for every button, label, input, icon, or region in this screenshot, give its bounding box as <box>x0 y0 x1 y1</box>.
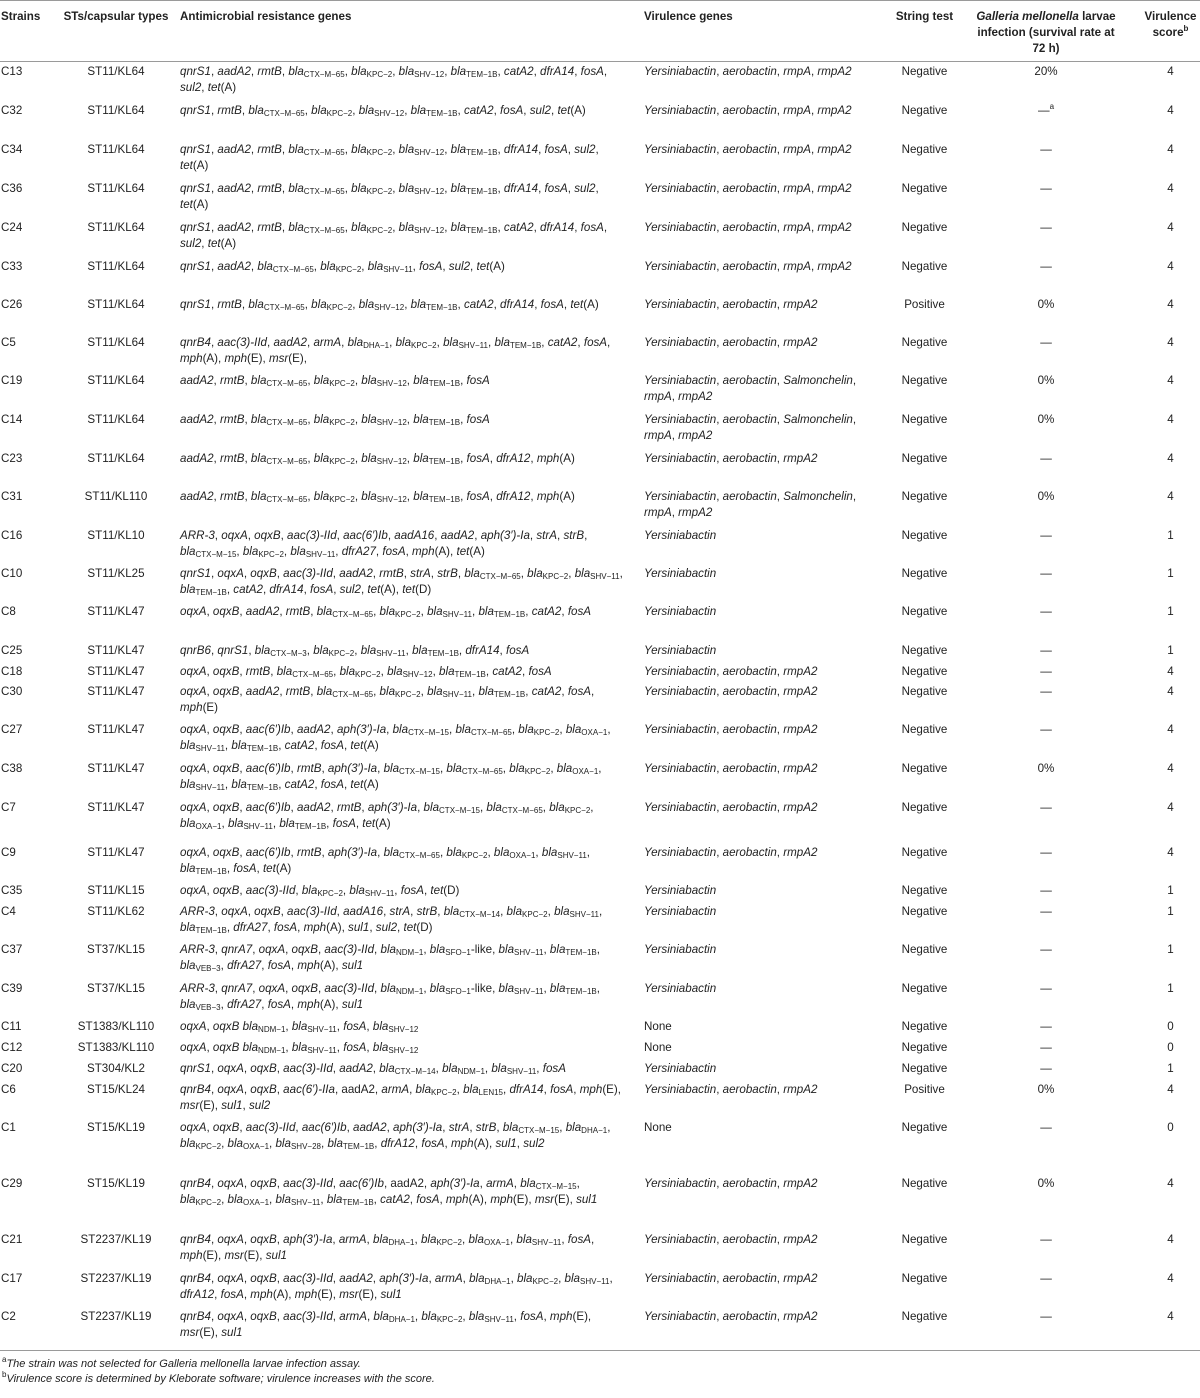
cell-amr-genes: ARR-3, qnrA7, oqxA, oqxB, aac(3)-IId, bla$_{NDM-1}$, bla$_{SFO-1}$-like, bla$_{SHV-11}$, bla$_{TEM-1B}$, bla$_{VEB-3}$, dfrA27, fosA, mph(A), sul1 <box>180 942 600 973</box>
table-row <box>0 641 1200 662</box>
cell-galleria-survival: — <box>1040 845 1052 859</box>
cell-strain: C37 <box>1 942 23 956</box>
cell-virulence-score: 4 <box>1167 664 1174 678</box>
cell-string-test: Negative <box>901 1120 948 1134</box>
cell-galleria-survival: — <box>1040 981 1052 995</box>
cell-virulence-genes: Yersiniabactin, aerobactin, rmpA2 <box>644 297 818 311</box>
footnotes <box>0 1357 1200 1387</box>
cell-strain: C26 <box>1 297 23 311</box>
cell-string-test: Negative <box>901 373 948 387</box>
cell-st-capsular-type: ST11/KL10 <box>87 528 145 542</box>
cell-strain: C34 <box>1 142 23 156</box>
table-row <box>0 1269 1200 1307</box>
cell-strain: C19 <box>1 373 23 387</box>
cell-virulence-genes: Yersiniabactin, aerobactin, rmpA, rmpA2 <box>644 65 852 78</box>
cell-st-capsular-type: ST11/KL64 <box>87 373 145 387</box>
table-row <box>0 1307 1200 1351</box>
table-row <box>0 333 1200 371</box>
cell-strain: C30 <box>1 684 23 698</box>
cell-string-test: Negative <box>901 1271 948 1285</box>
cell-string-test: Negative <box>901 259 948 273</box>
cell-galleria-survival: — <box>1040 451 1052 465</box>
cell-amr-genes: ARR-3, oqxA, oqxB, aac(3)-IId, aadA16, strA, strB, bla$_{CTX-M-14}$, bla$_{KPC-2}$, bla$_{SHV-11}$, bla$_{TEM-1B}$, dfrA27, fosA, mph(A), sul1, sul2, tet(D) <box>180 904 603 935</box>
cell-galleria-survival: — <box>1040 800 1052 814</box>
cell-galleria-survival: — <box>1040 528 1052 542</box>
header-score-footnote-mark: b <box>1183 24 1189 33</box>
cell-virulence-genes: Yersiniabactin, aerobactin, rmpA, rmpA2 <box>644 259 852 273</box>
cell-galleria-survival: — <box>1040 942 1052 956</box>
cell-amr-genes: oqxA, oqxB, aadA2, rmtB, bla$_{CTX-M-65}$, bla$_{KPC-2}$, bla$_{SHV-11}$, bla$_{TEM-1B}$, catA2, fosA, mph(E) <box>180 684 595 714</box>
table-row <box>0 682 1200 720</box>
table-row <box>0 487 1200 526</box>
cell-string-test: Negative <box>901 904 948 918</box>
cell-st-capsular-type: ST11/KL64 <box>87 103 145 117</box>
cell-virulence-genes: Yersiniabactin, aerobactin, rmpA, rmpA2 <box>644 220 852 234</box>
cell-string-test: Negative <box>901 142 948 156</box>
cell-string-test: Negative <box>901 643 948 657</box>
cell-st-capsular-type: ST11/KL47 <box>87 800 145 814</box>
cell-string-test: Negative <box>901 1176 948 1190</box>
cell-strain: C2 <box>0 1307 60 1351</box>
cell-strain: C33 <box>1 259 23 273</box>
cell-st-capsular-type: ST11/KL25 <box>87 566 145 580</box>
cell-amr-genes: qnrS1, aadA2, rmtB, bla$_{CTX-M-65}$, bla$_{KPC-2}$, bla$_{SHV-12}$, bla$_{TEM-1B}$, catA2, dfrA14, fosA, sul2, tet(A) <box>180 220 608 250</box>
cell-strain: C21 <box>1 1232 23 1246</box>
cell-amr-genes: oqxA, oqxB, aac(6′)Ib, rmtB, aph(3′)-Ia, bla$_{CTX-M-15}$, bla$_{CTX-M-65}$, bla$_{KPC-2}$, bla$_{OXA-1}$, bla$_{SHV-11}$, bla$_{TEM-1B}$, catA2, fosA, tet(A) <box>180 761 602 792</box>
cell-galleria-survival: — <box>1040 1019 1052 1033</box>
cell-strain: C27 <box>1 722 23 736</box>
cell-st-capsular-type: ST304/KL2 <box>86 1061 145 1075</box>
cell-amr-genes: aadA2, rmtB, bla$_{CTX-M-65}$, bla$_{KPC-2}$, bla$_{SHV-12}$, bla$_{TEM-1B}$, fosA <box>180 373 490 388</box>
cell-virulence-score: 4 <box>1167 451 1174 465</box>
cell-galleria-survival: — <box>1040 335 1052 349</box>
cell-strain: C25 <box>1 643 23 657</box>
cell-amr-genes: oqxA, oqxB, aac(6′)Ib, rmtB, aph(3′)-Ia, bla$_{CTX-M-65}$, bla$_{KPC-2}$, bla$_{OXA-1}$, bla$_{SHV-11}$, bla$_{TEM-1B}$, fosA, tet(A) <box>180 845 591 876</box>
cell-amr-genes: qnrS1, oqxA, oqxB, aac(3)-IId, aadA2, rmtB, strA, strB, bla$_{CTX-M-65}$, bla$_{KPC-2}$, bla$_{SHV-11}$, bla$_{TEM-1B}$, catA2, dfrA14, fosA, sul2, tet(A), tet(D) <box>180 566 623 597</box>
cell-strain: C20 <box>1 1061 23 1075</box>
cell-string-test: Negative <box>901 800 948 814</box>
cell-st-capsular-type: ST11/KL47 <box>87 761 145 775</box>
cell-virulence-genes: Yersiniabactin, aerobactin, Salmonchelin, rmpA, rmpA2 <box>644 412 857 442</box>
footnote-mark: b <box>2 1370 7 1379</box>
cell-amr-genes: oqxA, oqxB, aac(6′)Ib, aadA2, rmtB, aph(3′)-Ia, bla$_{CTX-M-15}$, bla$_{CTX-M-65}$, bla$_{KPC-2}$, bla$_{OXA-1}$, bla$_{SHV-11}$, bla$_{TEM-1B}$, fosA, tet(A) <box>180 800 594 831</box>
cell-string-test: Positive <box>904 1082 945 1096</box>
cell-amr-genes: qnrB4, oqxA, oqxB, aac(6′)-IIa, aadA2, armA, bla$_{KPC-2}$, bla$_{LEN15}$, dfrA14, fosA, mph(E), msr(E), sul1, sul2 <box>180 1082 621 1112</box>
cell-st-capsular-type: ST1383/KL110 <box>77 1040 155 1054</box>
cell-virulence-score: 4 <box>1121 1307 1200 1351</box>
cell-string-test: Negative <box>901 761 948 775</box>
cell-string-test: Negative <box>901 489 948 503</box>
cell-amr-genes: oqxA, oqxB, rmtB, bla$_{CTX-M-65}$, bla$_{KPC-2}$, bla$_{SHV-12}$, bla$_{TEM-1B}$, catA2, fosA <box>180 664 552 679</box>
cell-amr-genes: oqxA, oqxB bla$_{NDM-1}$, bla$_{SHV-11}$, fosA, bla$_{SHV-12}$ <box>180 1040 419 1055</box>
cell-string-test: Negative <box>901 412 948 426</box>
table-row <box>0 410 1200 449</box>
cell-st-capsular-type: ST2237/KL19 <box>80 1271 152 1285</box>
cell-virulence-genes: Yersiniabactin, aerobactin, Salmonchelin, rmpA, rmpA2 <box>644 489 857 519</box>
cell-virulence-score: 1 <box>1167 904 1174 918</box>
cell-galleria-survival: — <box>1040 643 1052 657</box>
cell-virulence-score: 4 <box>1167 373 1174 387</box>
cell-amr-genes: qnrB4, oqxA, oqxB, aac(3)-IId, armA, bla$_{DHA-1}$, bla$_{KPC-2}$, bla$_{SHV-11}$, fosA, mph(E), msr(E), sul1 <box>172 1307 640 1351</box>
cell-virulence-score: 4 <box>1167 761 1174 775</box>
table-row <box>0 798 1200 843</box>
table-row <box>0 62 1200 101</box>
header-strains: Strains <box>0 1 60 62</box>
cell-virulence-genes: Yersiniabactin <box>644 604 717 618</box>
footnote-text: Virulence score is determined by Kleborate software; virulence increases with the score. <box>6 1373 435 1385</box>
cell-virulence-genes: Yersiniabactin, aerobactin, rmpA2 <box>644 800 818 814</box>
table-row <box>0 720 1200 759</box>
cell-st-capsular-type: ST11/KL64 <box>87 451 145 465</box>
cell-strain: C31 <box>1 489 23 503</box>
cell-strain: C1 <box>1 1120 16 1134</box>
cell-strain: C4 <box>1 904 16 918</box>
cell-strain: C18 <box>1 664 23 678</box>
cell-galleria-survival: — <box>1040 1271 1052 1285</box>
cell-virulence-score: 4 <box>1167 65 1174 78</box>
cell-string-test: Negative <box>901 335 948 349</box>
table-row <box>0 564 1200 602</box>
cell-galleria-survival: — <box>1040 220 1052 234</box>
cell-virulence-genes: Yersiniabactin, aerobactin, rmpA2 <box>644 1232 818 1246</box>
cell-galleria-survival: 0% <box>1037 1176 1055 1190</box>
table-row <box>0 257 1200 295</box>
table-row <box>0 843 1200 881</box>
cell-st-capsular-type: ST11/KL62 <box>87 904 145 918</box>
cell-strain: C16 <box>1 528 23 542</box>
table-row <box>0 179 1200 218</box>
cell-string-test: Negative <box>901 845 948 859</box>
cell-virulence-score: 1 <box>1167 604 1174 618</box>
cell-amr-genes: aadA2, rmtB, bla$_{CTX-M-65}$, bla$_{KPC-2}$, bla$_{SHV-12}$, bla$_{TEM-1B}$, fosA, dfrA12, mph(A) <box>180 489 575 504</box>
cell-strain: C17 <box>1 1271 23 1285</box>
cell-string-test: Positive <box>904 297 945 311</box>
cell-galleria-survival: — <box>1040 142 1052 156</box>
cell-st-capsular-type: ST11/KL47 <box>87 845 145 859</box>
table-row <box>0 218 1200 257</box>
cell-string-test: Negative <box>901 220 948 234</box>
cell-st-capsular-type: ST11/KL64 <box>87 259 145 273</box>
cell-string-test: Negative <box>901 722 948 736</box>
header-amr: Antimicrobial resistance genes <box>172 1 640 62</box>
header-row <box>0 1 1200 62</box>
cell-st-capsular-type: ST37/KL15 <box>86 942 145 956</box>
cell-amr-genes: oqxA, oqxB, aac(6′)Ib, aadA2, aph(3′)-Ia, bla$_{CTX-M-15}$, bla$_{CTX-M-65}$, bla$_{KPC-2}$, bla$_{OXA-1}$, bla$_{SHV-11}$, bla$_{TEM-1B}$, catA2, fosA, tet(A) <box>180 722 611 753</box>
cell-galleria-survival: — <box>1040 684 1052 698</box>
table-row <box>0 1080 1200 1118</box>
cell-strain: C39 <box>1 981 23 995</box>
cell-virulence-score: 1 <box>1167 566 1174 580</box>
cell-virulence-score: 4 <box>1167 722 1174 736</box>
cell-st-capsular-type: ST11/KL64 <box>87 181 145 195</box>
cell-galleria-survival: — <box>1040 1232 1052 1246</box>
cell-st-capsular-type: ST11/KL64 <box>87 297 145 311</box>
cell-galleria-survival: 0% <box>1037 489 1055 503</box>
cell-amr-genes: aadA2, rmtB, bla$_{CTX-M-65}$, bla$_{KPC-2}$, bla$_{SHV-12}$, bla$_{TEM-1B}$, fosA <box>180 412 490 427</box>
footnote-a <box>0 1357 1200 1372</box>
cell-virulence-score: 4 <box>1167 800 1174 814</box>
cell-strain: C13 <box>1 65 23 78</box>
cell-amr-genes: qnrS1, aadA2, rmtB, bla$_{CTX-M-65}$, bla$_{KPC-2}$, bla$_{SHV-12}$, bla$_{TEM-1B}$, dfrA14, fosA, sul2, tet(A) <box>180 142 599 172</box>
table-row <box>0 449 1200 487</box>
cell-string-test: Negative <box>901 883 948 897</box>
cell-st-capsular-type: ST11/KL47 <box>87 604 145 618</box>
cell-virulence-genes: Yersiniabactin, aerobactin, rmpA2 <box>644 1271 818 1285</box>
footnote-text: The strain was not selected for Galleria mellonella larvae infection assay. <box>6 1358 361 1370</box>
table-row <box>0 662 1200 682</box>
cell-virulence-score: 1 <box>1167 528 1174 542</box>
header-galleria <box>971 1 1121 62</box>
cell-string-test: Negative <box>901 528 948 542</box>
cell-virulence-score: 0 <box>1167 1019 1174 1033</box>
cell-amr-genes: qnrB4, aac(3)-IId, aadA2, armA, bla$_{DHA-1}$, bla$_{KPC-2}$, bla$_{SHV-11}$, bla$_{TEM-1B}$, catA2, fosA, mph(A), mph(E), msr(E), <box>180 335 611 365</box>
cell-strain: C32 <box>1 103 23 117</box>
cell-string-test: Negative <box>901 1061 948 1075</box>
cell-string-test: Negative <box>901 181 948 195</box>
cell-string-test: Negative <box>901 1019 948 1033</box>
cell-virulence-score: 4 <box>1167 103 1174 117</box>
cell-galleria-survival: — <box>971 1307 1121 1351</box>
cell-st-capsular-type: ST11/KL47 <box>87 684 145 698</box>
cell-galleria-survival: 0% <box>1037 761 1055 775</box>
cell-galleria-survival: 0% <box>1037 373 1055 387</box>
cell-virulence-genes: None <box>644 1040 672 1054</box>
cell-galleria-survival: 0% <box>1037 412 1055 426</box>
cell-amr-genes: oqxA, oqxB, aadA2, rmtB, bla$_{CTX-M-65}$, bla$_{KPC-2}$, bla$_{SHV-11}$, bla$_{TEM-1B}$, catA2, fosA <box>180 604 592 619</box>
cell-st-capsular-type: ST1383/KL110 <box>77 1019 155 1033</box>
cell-strain: C36 <box>1 181 23 195</box>
cell-st-capsular-type: ST15/KL24 <box>86 1082 145 1096</box>
cell-st-capsular-type: ST2237/KL19 <box>60 1307 172 1351</box>
cell-virulence-score: 1 <box>1167 942 1174 956</box>
cell-st-capsular-type: ST37/KL15 <box>86 981 145 995</box>
header-galleria-species: Galleria mellonella <box>976 10 1079 23</box>
header-score <box>1121 1 1200 62</box>
cell-string-test: Negative <box>901 65 948 78</box>
cell-strain: C24 <box>1 220 23 234</box>
cell-virulence-genes: Yersiniabactin, aerobactin, rmpA2 <box>644 335 818 349</box>
cell-virulence-genes: Yersiniabactin <box>644 942 717 956</box>
cell-virulence-genes: Yersiniabactin, aerobactin, rmpA2 <box>640 1307 878 1351</box>
cell-virulence-score: 4 <box>1167 1232 1174 1246</box>
header-virulence: Virulence genes <box>640 1 878 62</box>
cell-galleria-survival: — <box>1040 664 1052 678</box>
cell-virulence-genes: Yersiniabactin, aerobactin, Salmonchelin, rmpA, rmpA2 <box>644 373 857 403</box>
cell-virulence-genes: Yersiniabactin, aerobactin, rmpA2 <box>644 1082 818 1096</box>
cell-amr-genes: qnrB4, oqxA, oqxB, aac(3)-IId, aadA2, aph(3′)-Ia, armA, bla$_{DHA-1}$, bla$_{KPC-2}$, bla$_{SHV-11}$, dfrA12, fosA, mph(A), mph(E), msr(E), sul1 <box>180 1271 613 1301</box>
table-row <box>0 902 1200 940</box>
table-row <box>0 371 1200 410</box>
cell-virulence-genes: Yersiniabactin, aerobactin, rmpA2 <box>644 684 818 698</box>
table-row <box>0 1118 1200 1174</box>
cell-virulence-score: 4 <box>1167 220 1174 234</box>
cell-string-test: Negative <box>901 604 948 618</box>
cell-virulence-score: 4 <box>1167 142 1174 156</box>
cell-virulence-score: 4 <box>1167 489 1174 503</box>
table-row <box>0 979 1200 1017</box>
table-row <box>0 759 1200 798</box>
cell-amr-genes: qnrS1, aadA2, bla$_{CTX-M-65}$, bla$_{KPC-2}$, bla$_{SHV-11}$, fosA, sul2, tet(A) <box>180 259 505 274</box>
cell-amr-genes: qnrS1, aadA2, rmtB, bla$_{CTX-M-65}$, bla$_{KPC-2}$, bla$_{SHV-12}$, bla$_{TEM-1B}$, catA2, dfrA14, fosA, sul2, tet(A) <box>180 65 608 94</box>
cell-virulence-genes: Yersiniabactin <box>644 643 717 657</box>
cell-virulence-genes: Yersiniabactin <box>644 883 717 897</box>
cell-virulence-genes: Yersiniabactin <box>644 528 717 542</box>
cell-virulence-genes: Yersiniabactin, aerobactin, rmpA, rmpA2 <box>644 103 852 117</box>
cell-amr-genes: qnrS1, rmtB, bla$_{CTX-M-65}$, bla$_{KPC-2}$, bla$_{SHV-12}$, bla$_{TEM-1B}$, catA2, dfrA14, fosA, tet(A) <box>180 297 599 312</box>
cell-virulence-genes: None <box>644 1120 672 1134</box>
cell-virulence-genes: None <box>644 1019 672 1033</box>
cell-virulence-genes: Yersiniabactin, aerobactin, rmpA, rmpA2 <box>644 181 852 195</box>
table-row <box>0 1059 1200 1080</box>
cell-st-capsular-type: ST11/KL47 <box>87 664 145 678</box>
cell-virulence-genes: Yersiniabactin, aerobactin, rmpA2 <box>644 722 818 736</box>
cell-virulence-score: 4 <box>1167 335 1174 349</box>
table-row <box>0 295 1200 333</box>
cell-galleria-survival: —$^a$ <box>1037 101 1055 117</box>
cell-amr-genes: oqxA, oqxB, aac(3)-IId, aac(6′)Ib, aadA2, aph(3′)-Ia, strA, strB, bla$_{CTX-M-15}$, bla$_{DHA-1}$, bla$_{KPC-2}$, bla$_{OXA-1}$, bla$_{SHV-28}$, bla$_{TEM-1B}$, dfrA12, fosA, mph(A), sul1, sul2 <box>180 1120 611 1151</box>
cell-strain: C14 <box>1 412 23 426</box>
cell-virulence-score: 1 <box>1167 1061 1174 1075</box>
table-row <box>0 940 1200 979</box>
table-row <box>0 602 1200 641</box>
cell-st-capsular-type: ST11/KL64 <box>87 142 145 156</box>
table-row <box>0 1038 1200 1059</box>
cell-amr-genes: oqxA, oqxB bla$_{NDM-1}$, bla$_{SHV-11}$, fosA, bla$_{SHV-12}$ <box>180 1019 419 1034</box>
cell-strain: C9 <box>1 845 16 859</box>
cell-galleria-survival: — <box>1040 1040 1052 1054</box>
cell-virulence-score: 4 <box>1167 297 1174 311</box>
header-score-label: Virulence score <box>1144 10 1197 39</box>
cell-strain: C7 <box>1 800 16 814</box>
cell-galleria-survival: — <box>1040 904 1052 918</box>
cell-galleria-survival: — <box>1040 259 1052 273</box>
cell-string-test: Negative <box>901 981 948 995</box>
header-string-test: String test <box>878 1 971 62</box>
cell-st-capsular-type: ST11/KL64 <box>87 335 145 349</box>
cell-strain: C12 <box>1 1040 23 1054</box>
cell-virulence-score: 4 <box>1167 845 1174 859</box>
cell-string-test: Negative <box>901 1232 948 1246</box>
cell-st-capsular-type: ST15/KL19 <box>86 1176 145 1190</box>
cell-virulence-score: 1 <box>1167 981 1174 995</box>
cell-virulence-genes: Yersiniabactin <box>644 981 717 995</box>
table-row <box>0 1017 1200 1038</box>
cell-virulence-genes: Yersiniabactin, aerobactin, rmpA2 <box>644 761 818 775</box>
cell-strain: C35 <box>1 883 23 897</box>
cell-amr-genes: qnrB6, qnrS1, bla$_{CTX-M-3}$, bla$_{KPC-2}$, bla$_{SHV-11}$, bla$_{TEM-1B}$, dfrA14, fosA <box>180 643 530 658</box>
cell-strain: C10 <box>1 566 23 580</box>
header-galleria-rest: larvae infection (survival rate at 72 h) <box>977 10 1116 55</box>
cell-strain: C5 <box>1 335 16 349</box>
cell-amr-genes: qnrS1, aadA2, rmtB, bla$_{CTX-M-65}$, bla$_{KPC-2}$, bla$_{SHV-12}$, bla$_{TEM-1B}$, dfrA14, fosA, sul2, tet(A) <box>180 181 599 211</box>
cell-virulence-score: 4 <box>1167 181 1174 195</box>
cell-string-test: Negative <box>878 1307 971 1351</box>
cell-st-capsular-type: ST11/KL110 <box>84 489 148 503</box>
cell-virulence-genes: Yersiniabactin, aerobactin, rmpA2 <box>644 664 818 678</box>
cell-virulence-genes: Yersiniabactin <box>644 904 717 918</box>
table-row <box>0 1230 1200 1269</box>
cell-st-capsular-type: ST11/KL64 <box>87 412 145 426</box>
cell-strain: C29 <box>1 1176 23 1190</box>
footnote-mark: a <box>2 1355 7 1364</box>
cell-string-test: Negative <box>901 942 948 956</box>
cell-string-test: Negative <box>901 1040 948 1054</box>
cell-st-capsular-type: ST2237/KL19 <box>80 1232 152 1246</box>
cell-galleria-survival: — <box>1040 722 1052 736</box>
cell-galleria-survival: — <box>1040 181 1052 195</box>
cell-strain: C11 <box>1 1019 22 1033</box>
cell-strain: C6 <box>1 1082 16 1096</box>
cell-amr-genes: ARR-3, oqxA, oqxB, aac(3)-IId, aac(6′)Ib, aadA16, aadA2, aph(3′)-Ia, strA, strB, bla$_{CTX-M-15}$, bla$_{KPC-2}$, bla$_{SHV-11}$, dfrA27, fosA, mph(A), tet(A) <box>180 528 588 559</box>
cell-galleria-survival: 20% <box>1034 65 1058 78</box>
cell-string-test: Negative <box>901 664 948 678</box>
cell-st-capsular-type: ST11/KL47 <box>87 722 145 736</box>
cell-strain: C38 <box>1 761 23 775</box>
cell-st-capsular-type: ST11/KL47 <box>87 643 145 657</box>
cell-string-test: Negative <box>901 103 948 117</box>
cell-amr-genes: qnrS1, rmtB, bla$_{CTX-M-65}$, bla$_{KPC-2}$, bla$_{SHV-12}$, bla$_{TEM-1B}$, catA2, fosA, sul2, tet(A) <box>180 103 586 118</box>
cell-st-capsular-type: ST11/KL64 <box>87 65 145 78</box>
cell-virulence-genes: Yersiniabactin, aerobactin, rmpA2 <box>644 845 818 859</box>
cell-amr-genes: qnrS1, oqxA, oqxB, aac(3)-IId, aadA2, bla$_{CTX-M-14}$, bla$_{NDM-1}$, bla$_{SHV-11}$, fosA <box>180 1061 566 1076</box>
cell-virulence-score: 4 <box>1167 259 1174 273</box>
table-row <box>0 140 1200 179</box>
footnote-b <box>0 1372 1200 1387</box>
cell-virulence-score: 4 <box>1167 684 1174 698</box>
table-row <box>0 1174 1200 1230</box>
cell-st-capsular-type: ST11/KL15 <box>87 883 145 897</box>
cell-virulence-score: 0 <box>1167 1120 1174 1134</box>
cell-amr-genes: qnrB4, oqxA, oqxB, aph(3′)-Ia, armA, bla$_{DHA-1}$, bla$_{KPC-2}$, bla$_{OXA-1}$, bla$_{SHV-11}$, fosA, mph(E), msr(E), sul1 <box>180 1232 595 1262</box>
cell-st-capsular-type: ST15/KL19 <box>86 1120 145 1134</box>
cell-virulence-genes: Yersiniabactin, aerobactin, rmpA2 <box>644 451 818 465</box>
cell-virulence-score: 4 <box>1167 412 1174 426</box>
cell-galleria-survival: 0% <box>1037 297 1055 311</box>
cell-strain: C23 <box>1 451 23 465</box>
cell-galleria-survival: — <box>1040 604 1052 618</box>
cell-amr-genes: qnrB4, oqxA, oqxB, aac(3)-IId, aac(6′)Ib, aadA2, aph(3′)-Ia, armA, bla$_{CTX-M-15}$, bla$_{KPC-2}$, bla$_{OXA-1}$, bla$_{SHV-11}$, bla$_{TEM-1B}$, catA2, fosA, mph(A), mph(E), msr(E), sul1 <box>180 1176 598 1207</box>
cell-virulence-genes: Yersiniabactin <box>644 566 717 580</box>
cell-string-test: Negative <box>901 566 948 580</box>
table-row <box>0 526 1200 564</box>
cell-amr-genes: aadA2, rmtB, bla$_{CTX-M-65}$, bla$_{KPC-2}$, bla$_{SHV-12}$, bla$_{TEM-1B}$, fosA, dfrA12, mph(A) <box>180 451 575 466</box>
cell-galleria-survival: — <box>1040 566 1052 580</box>
cell-strain: C8 <box>1 604 16 618</box>
table-row <box>0 101 1200 140</box>
cell-string-test: Negative <box>901 451 948 465</box>
cell-virulence-genes: Yersiniabactin, aerobactin, rmpA2 <box>644 1176 818 1190</box>
cell-virulence-genes: Yersiniabactin <box>644 1061 717 1075</box>
cell-string-test: Negative <box>901 684 948 698</box>
cell-virulence-score: 1 <box>1167 643 1174 657</box>
cell-amr-genes: ARR-3, qnrA7, oqxA, oqxB, aac(3)-IId, bla$_{NDM-1}$, bla$_{SFO-1}$-like, bla$_{SHV-11}$, bla$_{TEM-1B}$, bla$_{VEB-3}$, dfrA27, fosA, mph(A), sul1 <box>180 981 600 1012</box>
cell-virulence-score: 4 <box>1167 1176 1174 1190</box>
cell-virulence-score: 4 <box>1167 1082 1174 1096</box>
cell-galleria-survival: 0% <box>1037 1082 1055 1096</box>
cell-galleria-survival: — <box>1040 1120 1052 1134</box>
cell-amr-genes: oqxA, oqxB, aac(3)-IId, bla$_{KPC-2}$, bla$_{SHV-11}$, fosA, tet(D) <box>180 883 460 898</box>
cell-virulence-score: 1 <box>1167 883 1174 897</box>
cell-virulence-score: 0 <box>1167 1040 1174 1054</box>
cell-virulence-score: 4 <box>1167 1271 1174 1285</box>
header-sts: STs/capsular types <box>60 1 172 62</box>
table-row <box>0 881 1200 902</box>
cell-galleria-survival: — <box>1040 1061 1052 1075</box>
cell-galleria-survival: — <box>1040 883 1052 897</box>
cell-virulence-genes: Yersiniabactin, aerobactin, rmpA, rmpA2 <box>644 142 852 156</box>
cell-st-capsular-type: ST11/KL64 <box>87 220 145 234</box>
